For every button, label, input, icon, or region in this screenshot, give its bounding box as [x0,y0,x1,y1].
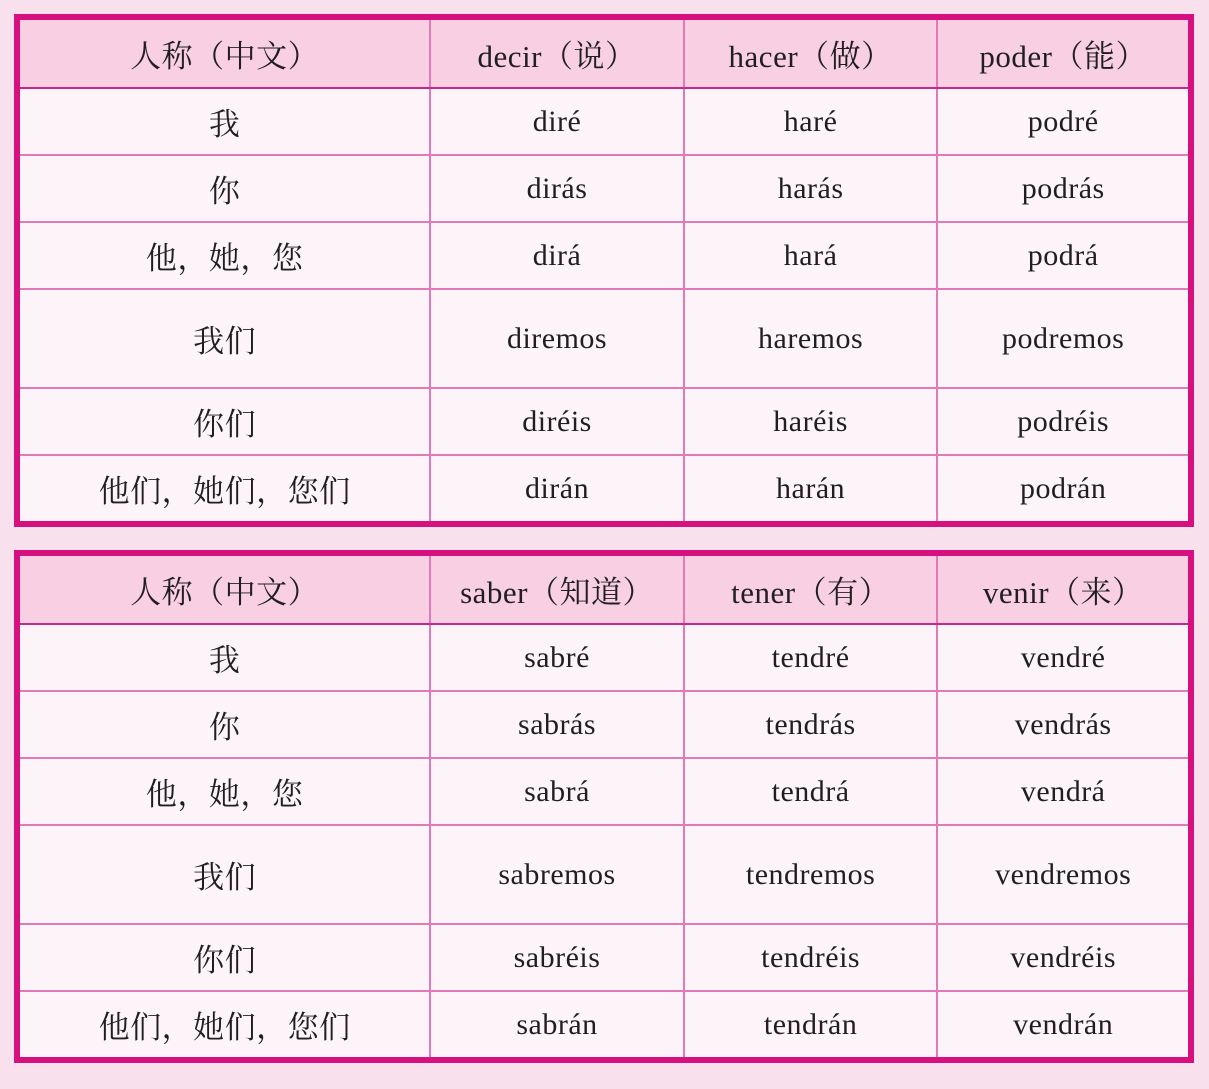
conjugation-cell: haréis [684,388,938,455]
table-row [17,222,1191,289]
table-header-row [17,553,1191,624]
header-row [17,553,1191,624]
conjugation-cell: podrás [937,155,1191,222]
person-cell: 他们，她们，您们 [17,455,430,524]
verb-column-header: tener（有） [684,553,938,624]
conjugation-cell: diréis [430,388,684,455]
conjugation-cell: podrá [937,222,1191,289]
table-row [17,388,1191,455]
conjugation-cell: tendrás [684,691,938,758]
table-row [17,825,1191,924]
conjugation-cell: haremos [684,289,938,388]
table-row [17,624,1191,691]
conjugation-table-saber-tener-venir [14,550,1194,1063]
conjugation-cell: tendréis [684,924,938,991]
conjugation-cell: tendré [684,624,938,691]
conjugation-cell: vendré [937,624,1191,691]
verb-column-header: saber（知道） [430,553,684,624]
table-row [17,924,1191,991]
person-cell: 我们 [17,825,430,924]
table-row [17,155,1191,222]
conjugation-cell: vendremos [937,825,1191,924]
conjugation-cell: diré [430,88,684,155]
verb-column-header: hacer（做） [684,17,938,88]
conjugation-cell: sabrá [430,758,684,825]
table-row [17,88,1191,155]
conjugation-cell: hará [684,222,938,289]
table-row [17,691,1191,758]
table-body [17,88,1191,524]
conjugation-cell: sabré [430,624,684,691]
verb-column-header: decir（说） [430,17,684,88]
person-cell: 你们 [17,388,430,455]
conjugation-cell: vendrán [937,991,1191,1060]
header-row [17,17,1191,88]
conjugation-cell: sabrás [430,691,684,758]
conjugation-cell: podremos [937,289,1191,388]
conjugation-cell: dirán [430,455,684,524]
verb-column-header: poder（能） [937,17,1191,88]
conjugation-cell: dirá [430,222,684,289]
person-cell: 你 [17,155,430,222]
verb-column-header: venir（来） [937,553,1191,624]
conjugation-cell: tendrá [684,758,938,825]
conjugation-cell: tendrán [684,991,938,1060]
conjugation-cell: podré [937,88,1191,155]
table-row [17,991,1191,1060]
person-cell: 他，她，您 [17,222,430,289]
conjugation-cell: harán [684,455,938,524]
conjugation-cell: sabrán [430,991,684,1060]
conjugation-cell: diremos [430,289,684,388]
table-header-row [17,17,1191,88]
conjugation-cell: sabréis [430,924,684,991]
conjugation-cell: vendrá [937,758,1191,825]
conjugation-cell: dirás [430,155,684,222]
person-column-header: 人称（中文） [17,17,430,88]
conjugation-table-decir-hacer-poder [14,14,1194,527]
person-cell: 他，她，您 [17,758,430,825]
table-row [17,455,1191,524]
conjugation-cell: tendremos [684,825,938,924]
person-cell: 你们 [17,924,430,991]
person-cell: 我 [17,88,430,155]
conjugation-cell: podrán [937,455,1191,524]
table-row [17,289,1191,388]
table-body [17,624,1191,1060]
person-cell: 我 [17,624,430,691]
conjugation-cell: harás [684,155,938,222]
conjugation-cell: sabremos [430,825,684,924]
person-cell: 你 [17,691,430,758]
conjugation-cell: vendrás [937,691,1191,758]
conjugation-cell: vendréis [937,924,1191,991]
conjugation-cell: podréis [937,388,1191,455]
person-cell: 他们，她们，您们 [17,991,430,1060]
table-row [17,758,1191,825]
conjugation-cell: haré [684,88,938,155]
person-column-header: 人称（中文） [17,553,430,624]
person-cell: 我们 [17,289,430,388]
